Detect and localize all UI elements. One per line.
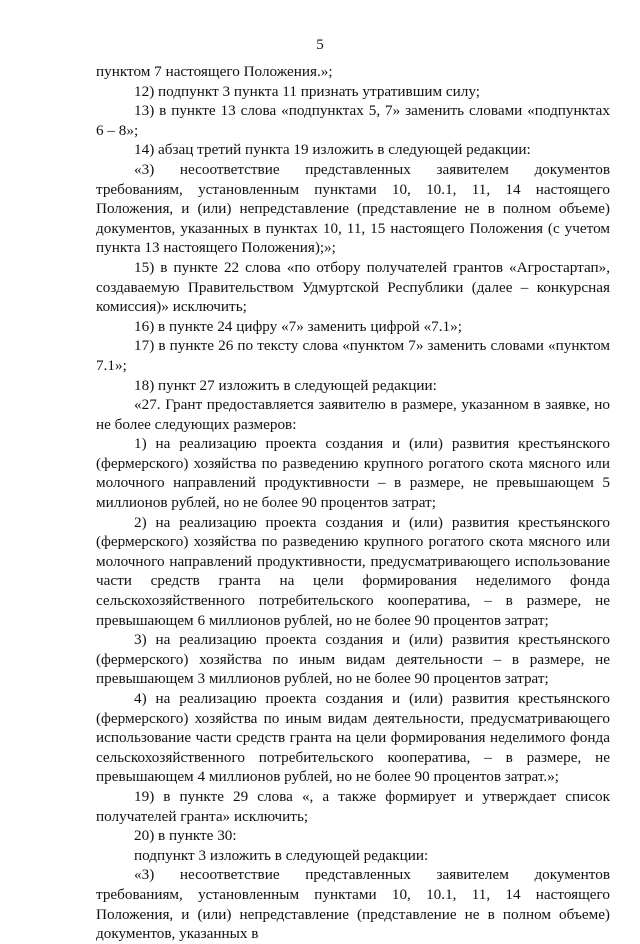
paragraph: 17) в пункте 26 по тексту слова «пунктом 7» заменить словами «пунктом 7.1»; xyxy=(96,337,610,374)
paragraph: «3) несоответствие представленных заявителем документов требованиям, установленным пунктами 10, 10.1, 11, 14 настоящего Положения, и (или) непредставление (представление не в полном объеме) документов, указанных в пунктах 10, 11, 15 настоящего Положения (с учетом пункта 13 настоящего Положения);»; xyxy=(96,160,610,257)
paragraph: 16) в пункте 24 цифру «7» заменить цифрой «7.1»; xyxy=(134,317,462,335)
paragraph: подпункт 3 изложить в следующей редакции: xyxy=(134,846,429,864)
paragraph: 14) абзац третий пункта 19 изложить в следующей редакции: xyxy=(134,141,531,159)
document-body xyxy=(96,62,610,944)
paragraph: 20) в пункте 30: xyxy=(134,827,237,845)
paragraph: 3) на реализацию проекта создания и (или) развития крестьянского (фермерского) хозяйства по иным видам деятельности – в размере, не превышающем 3 миллионов рублей, но не более 90 процентов затрат; xyxy=(96,631,610,688)
paragraph: 15) в пункте 22 слова «по отбору получателей грантов «Агростартап», создаваемую Правительством Удмуртской Республики (далее – конкурсная комиссия)» исключить; xyxy=(96,258,610,316)
paragraph: 4) на реализацию проекта создания и (или) развития крестьянского (фермерского) хозяйства по иным видам деятельности, предусматривающего использование части средств гранта на цели формирования неделимого фонда сельскохозяйственного потребительского кооператива, – в размере, не превышающем 4 миллионов рублей, но не более 90 процентов затрат.»; xyxy=(96,690,610,786)
paragraph: «27. Грант предоставляется заявителю в размере, указанном в заявке, но не более следующих размеров: xyxy=(96,396,610,433)
paragraph: 12) подпункт 3 пункта 11 признать утратившим силу; xyxy=(134,82,480,100)
paragraph: 13) в пункте 13 слова «подпунктах 5, 7» заменить словами «подпунктах 6 – 8»; xyxy=(96,102,610,139)
paragraph: «3) несоответствие представленных заявителем документов требованиям, установленным пунктами 10, 10.1, 11, 14 настоящего Положения, и (или) непредставление (представление не в полном объеме) документов, указанных в xyxy=(96,866,610,943)
page-number: 5 xyxy=(316,37,324,53)
paragraph: 18) пункт 27 изложить в следующей редакции: xyxy=(134,376,437,394)
paragraph: 19) в пункте 29 слова «, а также формирует и утверждает список получателей гранта» исключить; xyxy=(96,787,610,825)
paragraph: 2) на реализацию проекта создания и (или) развития крестьянского (фермерского) хозяйства по разведению крупного рогатого скота мясного или молочного направлений продуктивности, предусматривающего использование части средств гранта на цели формирования неделимого фонда сельскохозяйственного потребительского кооператива, – в размере, не превышающем 6 миллионов рублей, но не более 90 процентов затрат; xyxy=(96,513,610,629)
paragraph: пунктом 7 настоящего Положения.»; xyxy=(96,63,333,80)
paragraph: 1) на реализацию проекта создания и (или) развития крестьянского (фермерского) хозяйства по разведению крупного рогатого скота мясного или молочного направлений продуктивности – в размере, не превышающем 5 миллионов рублей, но не более 90 процентов затрат; xyxy=(96,435,610,512)
